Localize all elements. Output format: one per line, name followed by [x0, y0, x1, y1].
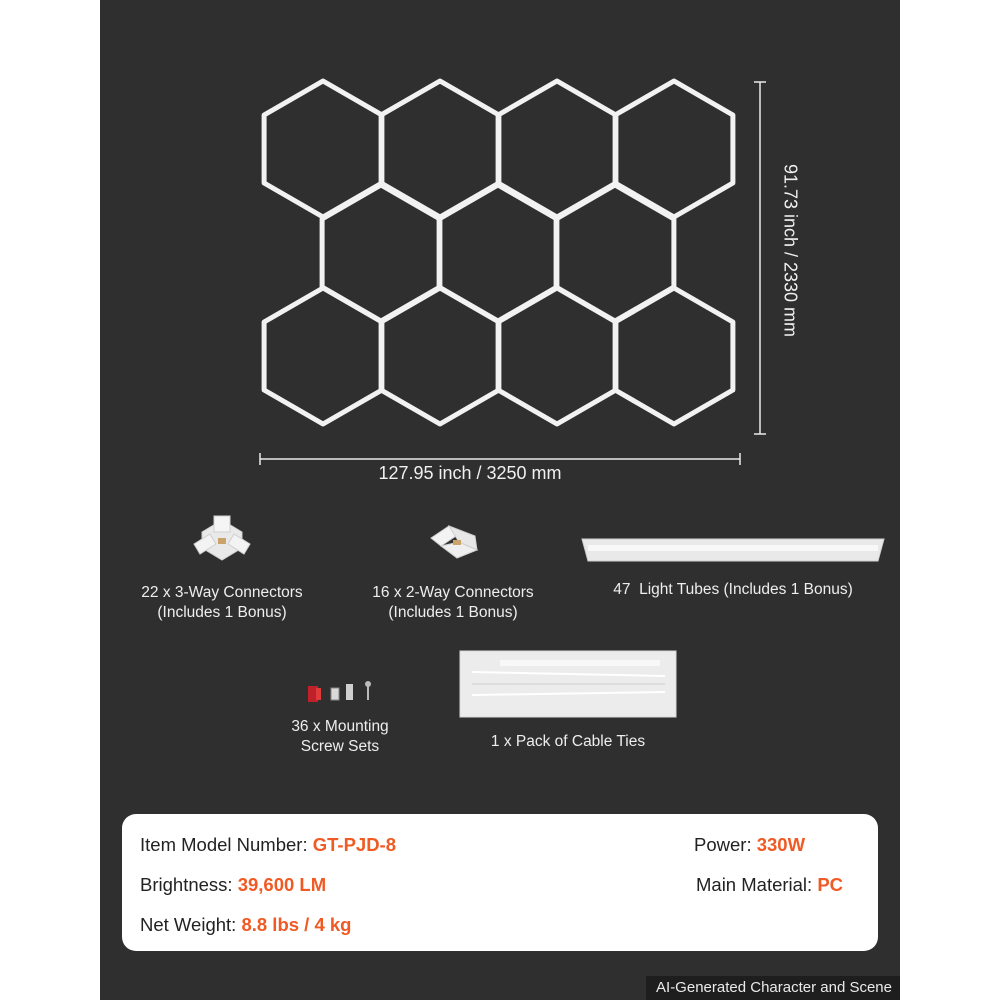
model-number-label: Item Model Number:	[140, 834, 313, 855]
model-number-spec	[140, 834, 396, 856]
three-way-connector-image	[194, 516, 250, 560]
mounting-screw-set-image	[308, 681, 371, 702]
brightness-spec	[140, 874, 326, 896]
net-weight-label: Net Weight:	[140, 914, 242, 935]
hexagon-light-frame	[264, 288, 382, 424]
two-way-connectors-bonus: (Includes 1 Bonus)	[388, 604, 518, 621]
width-dimension-label: 127.95 inch / 3250 mm	[378, 463, 562, 483]
two-way-connectors-label	[348, 583, 558, 623]
two-way-connectors-count: 16 x 2-Way Connectors	[372, 584, 534, 601]
model-number-value: GT-PJD-8	[312, 834, 397, 855]
mounting-screw-sets-name: Screw Sets	[300, 738, 380, 755]
cable-ties-label	[450, 732, 686, 752]
cable-ties-count: 1 x Pack of Cable Ties	[490, 733, 646, 750]
height-dimension-line	[754, 82, 766, 434]
brightness-value: 39,600 LM	[237, 874, 327, 895]
main-material-spec	[696, 874, 843, 896]
light-tube-image	[582, 539, 884, 561]
main-material-label: Main Material:	[696, 874, 818, 895]
ai-generated-note: AI-Generated Character and Scene	[646, 976, 900, 1000]
product-panel	[100, 0, 900, 1000]
brightness-label: Brightness:	[140, 874, 238, 895]
power-label: Power:	[694, 834, 757, 855]
mounting-screw-sets-count: 36 x Mounting	[291, 718, 389, 735]
height-dimension-label: 91.73 inch / 2330 mm	[780, 163, 801, 338]
power-value: 330W	[756, 834, 806, 855]
power-spec	[694, 834, 805, 856]
specifications-card	[122, 814, 878, 951]
two-way-connector-image	[431, 526, 477, 558]
three-way-connectors-bonus: (Includes 1 Bonus)	[157, 604, 287, 621]
main-material-value: PC	[817, 874, 844, 895]
net-weight-spec	[140, 914, 351, 936]
light-tubes-label	[580, 580, 886, 600]
mounting-screw-sets-label	[260, 717, 420, 757]
net-weight-value: 8.8 lbs / 4 kg	[241, 914, 352, 935]
light-tubes-count: 47 Light Tubes (Includes 1 Bonus)	[613, 581, 853, 598]
three-way-connectors-count: 22 x 3-Way Connectors	[141, 584, 303, 601]
cable-tie-pack-image	[460, 651, 676, 717]
three-way-connectors-label	[122, 583, 322, 623]
